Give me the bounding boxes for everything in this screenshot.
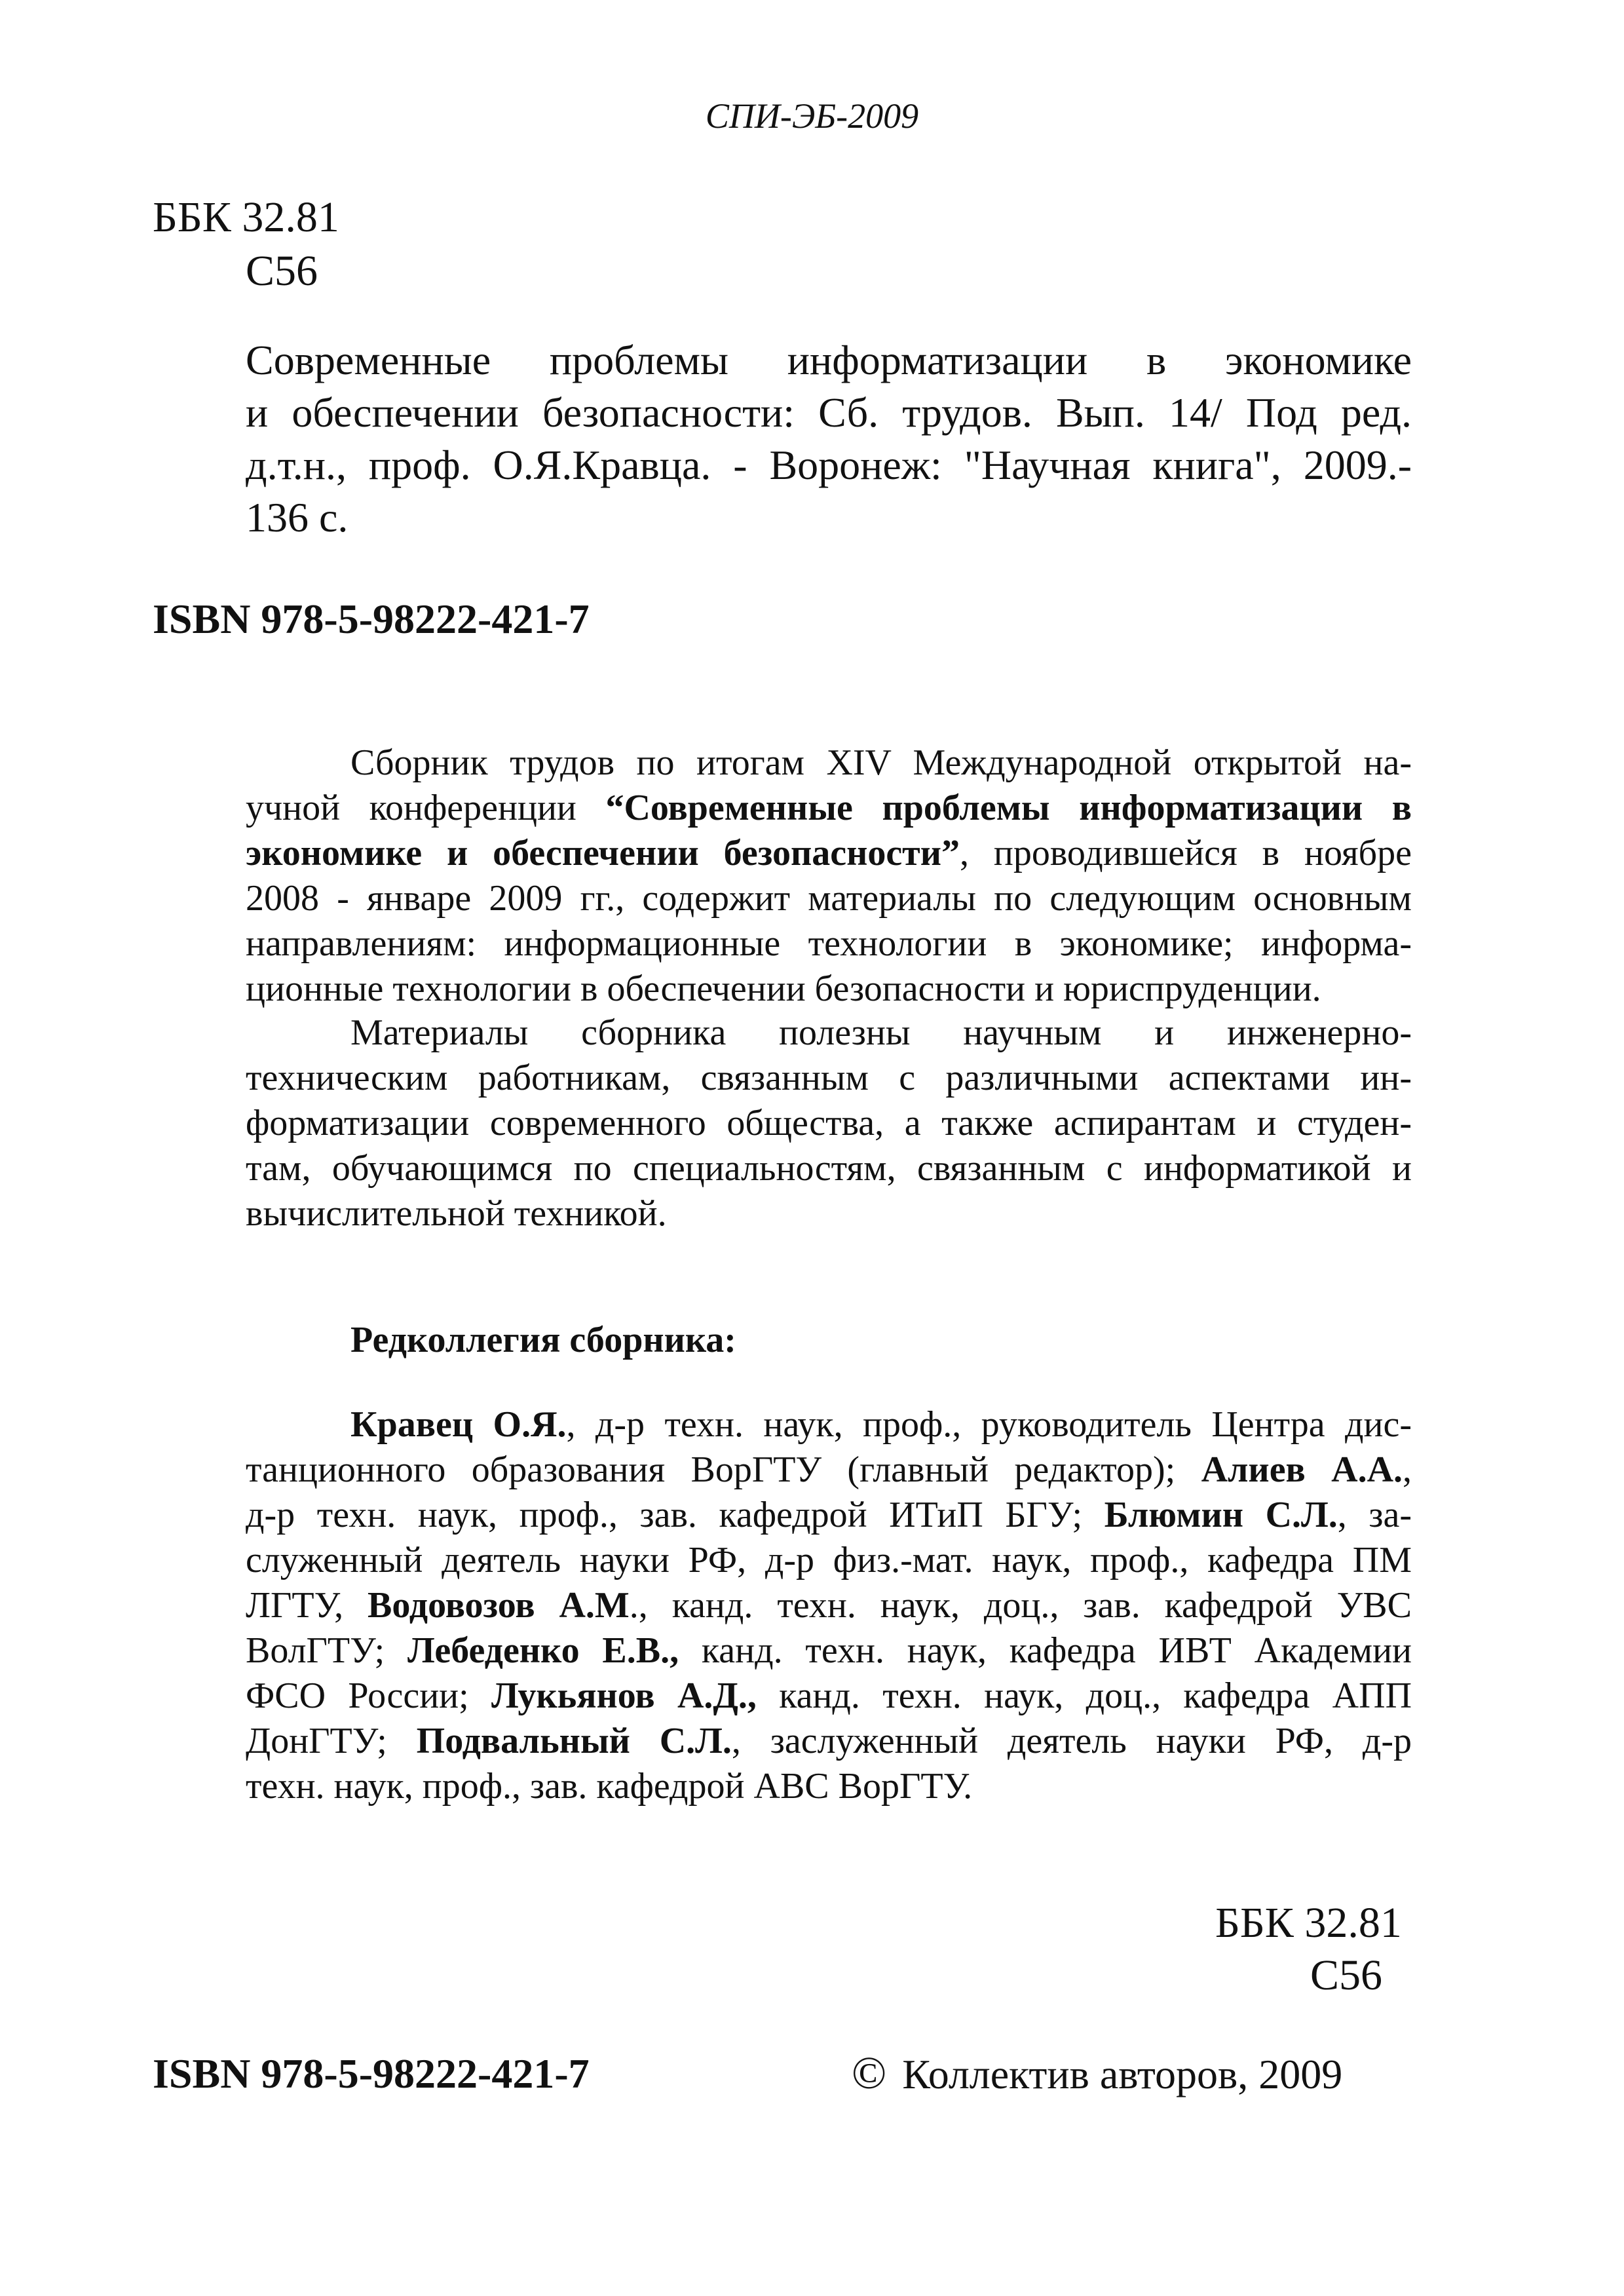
abstract-line: направлениям: информационные технологии в экономике; информа- <box>246 923 1412 964</box>
editor-name: Блюмин С.Л. <box>1104 1495 1338 1535</box>
editor-details: ДонГТУ; <box>246 1721 417 1761</box>
editors-line <box>246 1447 1412 1493</box>
abstract-line: техническим работникам, связанным с различными аспектами ин- <box>246 1058 1412 1098</box>
editorial-board-list <box>246 1402 1412 1809</box>
editor-details: , д-р техн. наук, проф., руководитель Центра дис- <box>566 1404 1412 1445</box>
abstract-line: вычислительной техникой. <box>246 1193 667 1234</box>
editor-details: , за- <box>1337 1495 1412 1535</box>
editors-line <box>350 1402 1412 1447</box>
bbk-author-mark-top: С56 <box>246 247 318 295</box>
editors-line <box>246 1493 1412 1538</box>
abstract-text: , проводившейся в ноябре <box>959 833 1412 873</box>
biblio-line: и обеспечении безопасности: Сб. трудов. Вып. 14/ Под ред. <box>246 389 1412 436</box>
editor-name: Водовозов А.М <box>368 1585 630 1626</box>
copyright-text: Коллектив авторов, 2009 <box>902 2051 1343 2097</box>
bbk-index-bottom: ББК 32.81 <box>1215 1899 1402 1947</box>
abstract-line: Сборник трудов по итогам XIV Международной открытой на- <box>350 742 1412 783</box>
biblio-line: Современные проблемы информатизации в экономике <box>246 337 1412 383</box>
editor-name: Кравец О.Я. <box>350 1404 567 1445</box>
editors-line: техн. наук, проф., зав. кафедрой АВС ВорГТУ. <box>246 1766 973 1807</box>
abstract-line <box>246 831 1412 876</box>
editors-line <box>246 1719 1412 1764</box>
editor-details: ЛГТУ, <box>246 1585 368 1626</box>
editor-name: Подвальный С.Л. <box>416 1721 732 1761</box>
series-code: СПИ-ЭБ-2009 <box>705 96 919 136</box>
conference-title: “Современные проблемы информатизации в <box>605 788 1412 828</box>
isbn-top: ISBN 978-5-98222-421-7 <box>153 596 590 642</box>
editor-details: д-р техн. наук, проф., зав. кафедрой ИТиП БГУ; <box>246 1495 1105 1535</box>
abstract-line: форматизации современного общества, а также аспирантам и студен- <box>246 1103 1412 1143</box>
abstract-line: 2008 - январе 2009 гг., содержит материалы по следующим основным <box>246 878 1412 919</box>
editor-details: танционного образования ВорГТУ (главный редактор); <box>246 1449 1201 1490</box>
abstract-paragraph-2 <box>246 1010 1412 1236</box>
editors-line <box>246 1583 1412 1628</box>
editor-name: Лебеденко Е.В., <box>407 1630 679 1671</box>
abstract-text: учной конференции <box>246 788 606 828</box>
abstract-line: там, обучающимся по специальностям, связанным с информатикой и <box>246 1148 1412 1189</box>
isbn-bottom: ISBN 978-5-98222-421-7 <box>153 2050 590 2097</box>
editorial-board-heading: Редколлегия сборника: <box>350 1320 736 1360</box>
copyright-notice <box>852 2048 1342 2101</box>
editors-line <box>246 1674 1412 1719</box>
biblio-line: 136 с. <box>246 494 349 541</box>
abstract-line: Материалы сборника полезны научным и инженерно- <box>350 1012 1412 1053</box>
editors-line: служенный деятель науки РФ, д-р физ.-мат. наук, проф., кафедра ПМ <box>246 1540 1412 1580</box>
editor-name: Алиев А.А. <box>1201 1449 1403 1490</box>
editors-line <box>246 1628 1412 1674</box>
editor-name: Лукьянов А.Д., <box>491 1675 757 1716</box>
abstract-line <box>246 786 1412 831</box>
editor-details: ., канд. техн. наук, доц., зав. кафедрой УВС <box>629 1585 1412 1626</box>
abstract-line: ционные технологии в обеспечении безопасности и юриспруденции. <box>246 968 1321 1009</box>
editor-details: ФСО России; <box>246 1675 492 1716</box>
biblio-line: д.т.н., проф. О.Я.Кравца. - Воронеж: "Научная книга", 2009.- <box>246 442 1412 488</box>
editor-details: , заслуженный деятель науки РФ, д-р <box>731 1721 1412 1761</box>
editor-details: канд. техн. наук, кафедра ИВТ Академии <box>679 1630 1412 1671</box>
bbk-index-top: ББК 32.81 <box>153 193 339 241</box>
conference-title: экономике и обеспечении безопасности” <box>246 833 960 873</box>
bbk-author-mark-bottom: С56 <box>1310 1951 1383 1999</box>
copyright-icon: © <box>852 2048 887 2099</box>
editor-details: , <box>1403 1449 1412 1490</box>
abstract-paragraph-1 <box>246 740 1412 1012</box>
editor-details: ВолГТУ; <box>246 1630 408 1671</box>
bibliographic-record <box>246 334 1412 544</box>
editor-details: канд. техн. наук, доц., кафедра АПП <box>756 1675 1412 1716</box>
